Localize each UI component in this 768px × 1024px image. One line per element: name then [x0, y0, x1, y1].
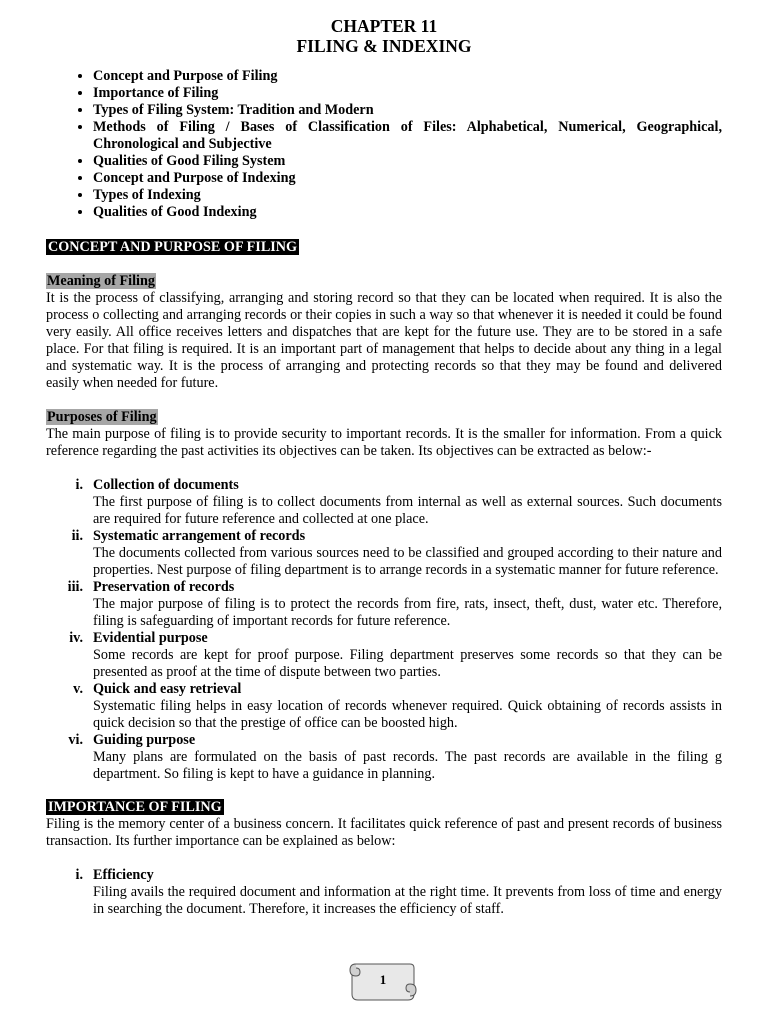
importance-paragraph: Filing is the memory center of a business concern. It facilitates quick reference of past and present records of business transaction. Its further importance can be explained as below: [46, 816, 722, 849]
section-heading-importance: IMPORTANCE OF FILING [48, 799, 222, 815]
chapter-number: CHAPTER 11 [330, 16, 438, 36]
item-text: The first purpose of filing is to collect documents from internal as well as external sources. Such documents are required for future reference and collected at one place. [93, 494, 722, 527]
importance-item [46, 867, 722, 918]
purpose-item [46, 732, 722, 783]
page-number: 1 [379, 972, 387, 987]
item-text: Filing avails the required document and information at the right time. It prevents from loss of time and energy in searching the document. Therefore, it increases the efficiency of staff. [93, 884, 722, 917]
item-number: ii. [71, 528, 83, 544]
item-text: Systematic filing helps in easy location of records whenever required. Quick obtaining of records assists in quick decision so that the prestige of office can be boosted high. [93, 698, 722, 731]
item-number: i. [75, 867, 83, 883]
topic-item: • Types of Indexing [93, 187, 722, 204]
purposes-paragraph: The main purpose of filing is to provide security to important records. It is the smaller for information. From a quick reference regarding the past activities its objectives can be taken. Its objectives can be extracted as below:- [46, 426, 722, 459]
item-title: Evidential purpose [93, 630, 208, 646]
purpose-item [46, 579, 722, 630]
topic-item: • Qualities of Good Filing System [93, 153, 722, 170]
purposes-list [46, 477, 722, 783]
item-title: Collection of documents [93, 477, 239, 493]
purpose-item [46, 681, 722, 732]
purpose-item [46, 528, 722, 579]
item-title: Efficiency [93, 867, 154, 883]
topic-item: • Concept and Purpose of Indexing [93, 170, 722, 187]
item-number: v. [73, 681, 83, 697]
purpose-item [46, 477, 722, 528]
topic-item: • Types of Filing System: Tradition and Modern [93, 102, 722, 119]
topic-item: • Methods of Filing / Bases of Classification of Files: Alphabetical, Numerical, Geographical, Chronological and Subjective [93, 119, 722, 153]
item-title: Guiding purpose [93, 732, 196, 748]
item-number: iii. [67, 579, 83, 595]
importance-list [46, 867, 722, 918]
item-number: iv. [69, 630, 83, 646]
item-text: Some records are kept for proof purpose. Filing department preserves some records so that they can be presented as proof at the time of dispute between two parties. [93, 647, 722, 680]
item-text: Many plans are formulated on the basis of past records. The past records are available in the filing g department. So filing is kept to have a guidance in planning. [93, 749, 722, 782]
item-title: Quick and easy retrieval [93, 681, 242, 697]
topic-item: • Qualities of Good Indexing [93, 204, 722, 221]
item-text: The documents collected from various sources need to be classified and grouped according to their nature and properties. Nest purpose of filing department is to arrange records in a systematic manner for future reference. [93, 545, 722, 578]
chapter-title: FILING & INDEXING [296, 36, 472, 56]
item-title: Preservation of records [93, 579, 235, 595]
page-number-scroll [348, 956, 418, 1004]
section-heading-concept: CONCEPT AND PURPOSE OF FILING [48, 239, 298, 255]
topic-list [46, 68, 722, 221]
document-page [46, 16, 722, 918]
item-number: i. [75, 477, 83, 493]
topic-item: • Concept and Purpose of Filing [93, 68, 722, 85]
subheading-purposes: Purposes of Filing [47, 409, 157, 425]
item-title: Systematic arrangement of records [93, 528, 306, 544]
subheading-meaning: Meaning of Filing [47, 273, 155, 289]
purpose-item [46, 630, 722, 681]
topic-item: • Importance of Filing [93, 85, 722, 102]
item-text: The major purpose of filing is to protect the records from fire, rats, insect, theft, dust, water etc. Therefore, filing is safeguarding of important records for future reference. [93, 596, 722, 629]
meaning-paragraph: It is the process of classifying, arranging and storing record so that they can be located when required. It is also the process o collecting and arranging records or their copies in such a way so that whenever it is needed it could be found very easily. All office receives letters and dispatches that are kept for the future use. They are to be stored in a safe place. For that filing is required. It is an important part of management that helps to decide about any thing in a legal and systematic way. It is the process of arranging and protecting records so that they may be found and delivered easily when needed for future. [46, 290, 722, 391]
item-number: vi. [68, 732, 83, 748]
